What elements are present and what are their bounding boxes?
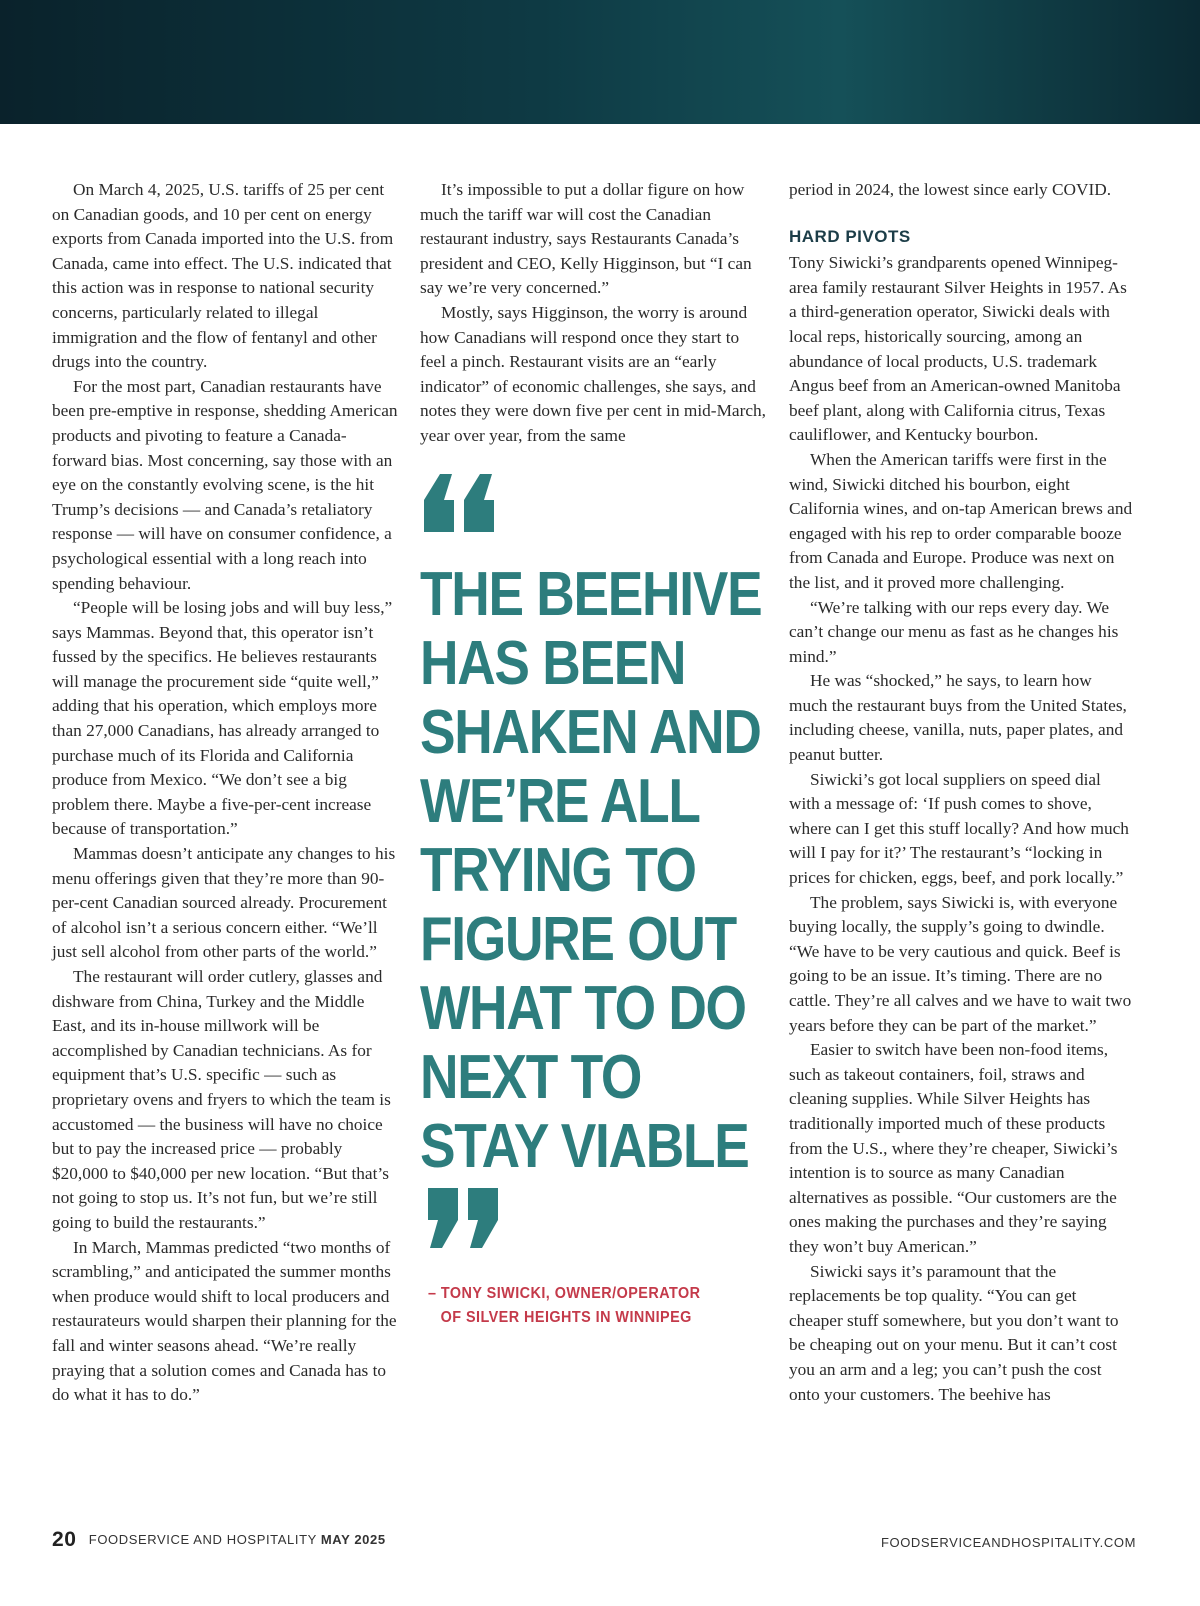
pull-quote (420, 470, 780, 1326)
paragraph: The problem, says Siwicki is, with everyone buying locally, the supply’s going to dwindle. “We have to be very cautious and quick. Beef is going to be an issue. It’s timing. There are no cattle. They’re all calves and we have to wait two years before they can be part of the market.” (789, 892, 1132, 1035)
pull-quote-text: THE BEEHIVE HAS BEEN SHAKEN AND WE’RE ALL TRYING TO FIGURE OUT WHAT TO DO NEXT TO STAY VIABLE (420, 560, 762, 1181)
page-number: 20 (52, 1528, 77, 1551)
paragraph: “People will be losing jobs and will buy less,” says Mammas. Beyond that, this operator isn’t fussed by the specifics. He believes restaurants will manage the procurement side “quite well,” adding that his operation, which employs more than 27,000 Canadians, has already arranged to purchase much of its Florida and California produce from Mexico. “We don’t see a big problem there. Maybe a five-per-cent increase because of transportation.” (52, 598, 393, 839)
paragraph: For the most part, Canadian restaurants have been pre-emptive in response, shedding American products and pivoting to feature a Canada-forward bias. Most concerning, say those with an eye on the constantly evolving scene, is the hit Trump’s decisions — and Canada’s retaliatory response — will have on consumer confidence, a psychological essential with a long reach into spending behaviour. (52, 376, 398, 593)
open-quote-icon (420, 470, 500, 540)
section-subhead: HARD PIVOTS (789, 226, 911, 246)
paragraph: It’s impossible to put a dollar figure on how much the tariff war will cost the Canadian restaurant industry, says Restaurants Canada’s president and CEO, Kelly Higginson, but “I can say we’re very concerned.” (420, 180, 752, 298)
paragraph: Siwicki says it’s paramount that the replacements be top quality. “You can get cheaper stuff somewhere, but you don’t want to be cheaping out on your menu. But it can’t cost you an arm and a leg; you can’t push the cost onto your customers. The beehive has (789, 1261, 1119, 1404)
publication-name: FOODSERVICE AND HOSPITALITY (88, 1532, 317, 1547)
paragraph: In March, Mammas predicted “two months of scrambling,” and anticipated the summer months when produce would shift to local producers and restaurateurs would sharpen their planning for the fall and winter seasons ahead. “We’re really praying that a solution comes and Canada has to do what it has to do.” (52, 1237, 397, 1405)
paragraph: On March 4, 2025, U.S. tariffs of 25 per cent on Canadian goods, and 10 per cent on energy exports from Canada imported into the U.S. from Canada, came into effect. The U.S. indicated that this action was in response to national security concerns, particularly related to illegal immigration and the flow of fentanyl and other drugs into the country. (52, 180, 394, 372)
pull-quote-attribution (428, 1282, 716, 1330)
paragraph: When the American tariffs were first in the wind, Siwicki ditched his bourbon, eight California wines, and on-tap American brews and engaged with his rep to order comparable booze from Canada and Europe. Produce was next on the list, and it proved more challenging. (789, 449, 1133, 592)
paragraph: “We’re talking with our reps every day. We can’t change our menu as fast as he changes his mind.” (789, 597, 1119, 666)
paragraph: period in 2024, the lowest since early COVID. (789, 180, 1112, 199)
issue-date: MAY 2025 (320, 1532, 386, 1547)
close-quote-icon (424, 1182, 504, 1252)
page-footer-left (52, 1528, 386, 1552)
article-column-1 (52, 178, 398, 1408)
article-column-2 (420, 178, 768, 449)
paragraph: The restaurant will order cutlery, glasses and dishware from China, Turkey and the Middle East, and its in-house millwork will be accomplished by Canadian technicians. As for equipment that’s U.S. specific — such as proprietary ovens and fryers to which the team is accustomed — the business will have no choice but to pay the increased price — probably $20,000 to $40,000 per new location. “But that’s not going to stop us. It’s not fun, but we’re still going to build the restaurants.” (52, 967, 391, 1232)
website-url[interactable]: FOODSERVICEANDHOSPITALITY.COM (880, 1535, 1136, 1550)
attribution-line-2: OF SILVER HEIGHTS IN WINNIPEG (440, 1309, 692, 1326)
paragraph: Mammas doesn’t anticipate any changes to his menu offerings given that they’re more than 90-per-cent Canadian sourced already. Procurement of alcohol isn’t a serious concern either. “We’ll just sell alcohol from other parts of the world.” (52, 844, 396, 962)
paragraph: He was “shocked,” he says, to learn how much the restaurant buys from the United States, including cheese, vanilla, nuts, paper plates, and peanut butter. (789, 671, 1127, 765)
paragraph: Siwicki’s got local suppliers on speed dial with a message of: ‘If push comes to shove, where can I get this stuff locally? And how much will I pay for it?’ The restaurant’s “locking in prices for chicken, eggs, beef, and pork locally.” (789, 769, 1129, 888)
attribution-line-1: – TONY SIWICKI, OWNER/OPERATOR (428, 1285, 701, 1302)
header-banner (0, 0, 1200, 124)
paragraph: Tony Siwicki’s grandparents opened Winnipeg-area family restaurant Silver Heights in 1957. As a third-generation operator, Siwicki deals with local reps, historically sourcing, among an abundance of local products, U.S. trademark Angus beef from an American-owned Manitoba beef plant, along with California citrus, Texas cauliflower, and Kentucky bourbon. (789, 253, 1127, 445)
article-column-3 (789, 178, 1134, 1407)
paragraph: Easier to switch have been non-food items, such as takeout containers, foil, straws and cleaning supplies. While Silver Heights has traditionally imported much of these products from the U.S., where they’re cheaper, Siwicki’s intention is to source as many Canadian alternatives as possible. “Our customers are the ones making the purchases and they’re saying they won’t buy American.” (789, 1040, 1118, 1256)
paragraph: Mostly, says Higginson, the worry is around how Canadians will respond once they start to feel a pinch. Restaurant visits are an “early indicator” of economic challenges, she says, and notes they were down five per cent in mid-March, year over year, from the same (420, 302, 766, 445)
